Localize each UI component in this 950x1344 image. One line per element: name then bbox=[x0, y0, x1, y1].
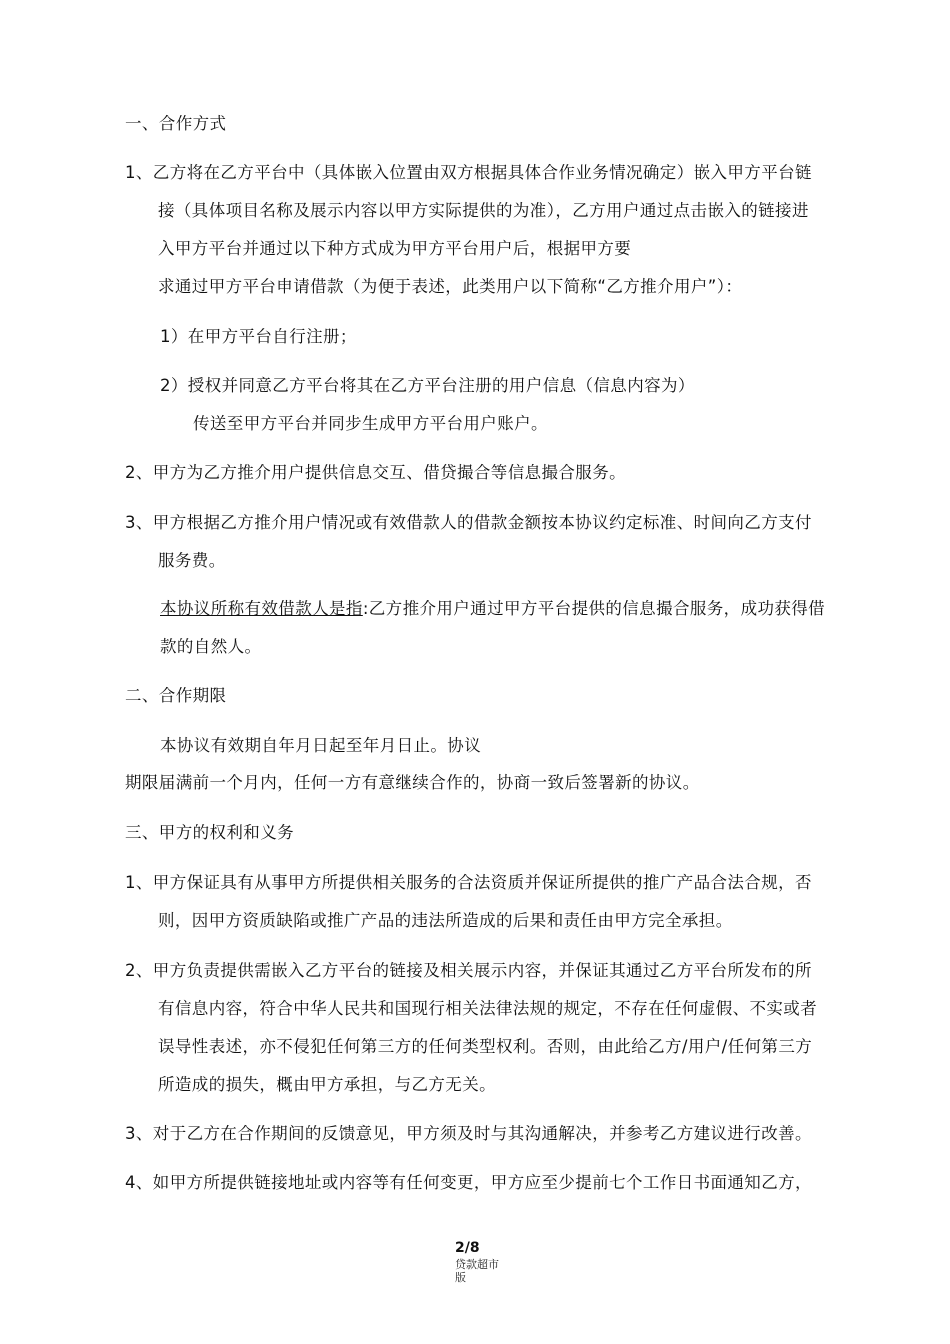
paragraph-line: 所造成的损失，概由甲方承担，与乙方无关。 bbox=[158, 1075, 496, 1094]
paragraph-line: 求通过甲方平台申请借款（为便于表述，此类用户以下简称“乙方推介用户”）： bbox=[158, 277, 743, 296]
paragraph-line: 入甲方平台并通过以下种方式成为甲方平台用户后，根据甲方要 bbox=[158, 239, 632, 258]
paragraph-line: 2、甲方为乙方推介用户提供信息交互、借贷撮合等信息撮合服务。 bbox=[125, 463, 626, 482]
paragraph-line: 3、甲方根据乙方推介用户情况或有效借款人的借款金额按本协议约定标准、时间向乙方支付 bbox=[125, 513, 812, 532]
definition-term: 本协议所称有效借款人是指 bbox=[160, 599, 363, 618]
paragraph-line: 则，因甲方资质缺陷或推广产品的违法所造成的后果和责任由甲方完全承担。 bbox=[158, 911, 733, 930]
list-item: 1）在甲方平台自行注册； bbox=[160, 327, 357, 346]
definition-text: :乙方推介用户通过甲方平台提供的信息撮合服务，成功获得借 bbox=[362, 599, 826, 618]
page-number: 2/8 bbox=[455, 1240, 480, 1256]
paragraph-line: 3、对于乙方在合作期间的反馈意见，甲方须及时与其沟通解决，并参考乙方建议进行改善。 bbox=[125, 1124, 812, 1143]
section-heading-party-a-rights: 三、甲方的权利和义务 bbox=[125, 823, 294, 842]
paragraph-line: 2、甲方负责提供需嵌入乙方平台的链接及相关展示内容，并保证其通过乙方平台所发布的所 bbox=[125, 961, 812, 980]
paragraph-line: 期限届满前一个月内，任何一方有意继续合作的，协商一致后签署新的协议。 bbox=[125, 773, 700, 792]
paragraph-line: 服务费。 bbox=[158, 551, 226, 570]
paragraph-line: 有信息内容，符合中华人民共和国现行相关法律法规的规定，不存在任何虚假、不实或者 bbox=[158, 999, 818, 1018]
paragraph-line: 接（具体项目名称及展示内容以甲方实际提供的为准），乙方用户通过点击嵌入的链接进 bbox=[158, 201, 809, 220]
list-item-continuation: 传送至甲方平台并同步生成甲方平台用户账户。 bbox=[193, 414, 548, 433]
paragraph-line: 1、甲方保证具有从事甲方所提供相关服务的合法资质并保证所提供的推广产品合法合规，否 bbox=[125, 873, 812, 892]
list-item: 2）授权并同意乙方平台将其在乙方平台注册的用户信息（信息内容为） bbox=[160, 376, 695, 395]
footer-label: 贷款超市 bbox=[455, 1258, 499, 1271]
section-heading-term: 二、合作期限 bbox=[125, 686, 227, 705]
paragraph-line: 4、如甲方所提供链接地址或内容等有任何变更，甲方应至少提前七个工作日书面通知乙方， bbox=[125, 1173, 812, 1192]
paragraph-line: 本协议有效期自年月日起至年月日止。协议 bbox=[160, 736, 482, 755]
paragraph-line: 1、乙方将在乙方平台中（具体嵌入位置由双方根据具体合作业务情况确定）嵌入甲方平台链 bbox=[125, 163, 812, 182]
footer-label-continuation: 版 bbox=[455, 1271, 466, 1284]
section-heading-cooperation-method: 一、合作方式 bbox=[125, 114, 227, 133]
paragraph-line: 误导性表述，亦不侵犯任何第三方的任何类型权利。否则，由此给乙方/用户/任何第三方 bbox=[158, 1037, 813, 1056]
paragraph-line: 款的自然人。 bbox=[160, 637, 262, 656]
definition-line bbox=[160, 598, 825, 620]
